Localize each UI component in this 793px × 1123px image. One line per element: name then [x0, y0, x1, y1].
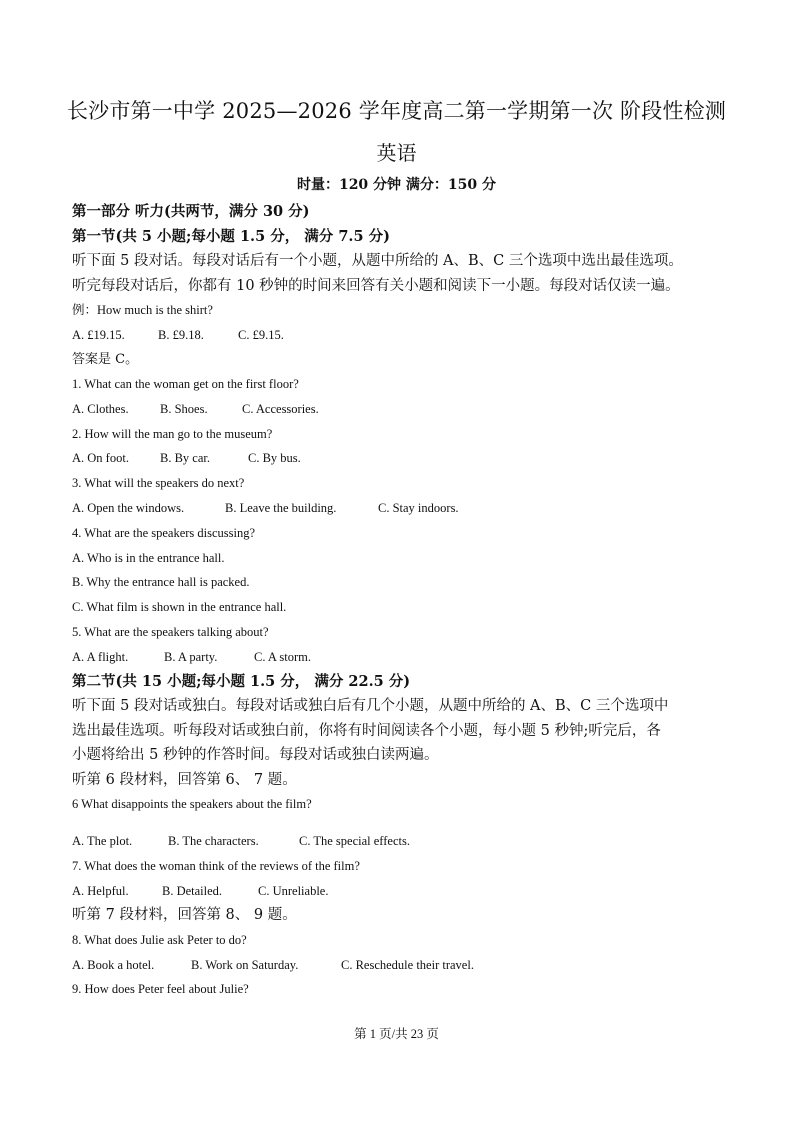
q6-option-c: C. The special effects. — [299, 833, 410, 848]
question-1: 1. What can the woman get on the first floor? — [72, 377, 299, 392]
example-options — [72, 323, 732, 348]
section2-instruction-1: 听下面 5 段对话或独白。每段对话或独白后有几个小题，从题中所给的 A、B、C 三个选项中 — [72, 698, 669, 715]
q8-option-c: C. Reschedule their travel. — [341, 957, 474, 972]
q6-option-a: A. The plot. — [72, 833, 133, 848]
part1-title: 第一部分 听力(共两节，满分 30 分) — [72, 203, 310, 220]
q3-option-c: C. Stay indoors. — [378, 501, 459, 516]
question-8-options — [72, 953, 732, 978]
section1-instruction-1: 听下面 5 段对话。每段对话后有一个小题，从题中所给的 A、B、C 三个选项中选出最佳选项。 — [72, 253, 683, 269]
q3-option-b: B. Leave the building. — [225, 501, 337, 516]
q7-option-c: C. Unreliable. — [258, 883, 329, 898]
example-answer: 答案是 C。 — [72, 351, 139, 367]
q8-option-a: A. Book a hotel. — [72, 957, 155, 972]
example-option-a: A. £19.15. — [72, 327, 125, 342]
q3-option-a: A. Open the windows. — [72, 501, 185, 516]
question-2-options — [72, 446, 732, 471]
question-9: 9. How does Peter feel about Julie? — [72, 982, 249, 997]
exam-meta: 时量：120 分钟 满分：150 分 — [296, 177, 497, 193]
section2-title: 第二节(共 15 小题;每小题 1.5 分， 满分 22.5 分) — [72, 672, 411, 690]
section2-instruction-2: 选出最佳选项。听每段对话或独白前，你将有时间阅读各个小题，每小题 5 秒钟;听完后，各 — [72, 722, 661, 739]
q2-option-b: B. By car. — [160, 451, 210, 466]
material-7-heading: 听第 7 段材料，回答第 8、 9 题。 — [72, 907, 297, 924]
q8-option-b: B. Work on Saturday. — [191, 957, 299, 972]
example-question: 例：How much is the shirt? — [72, 303, 213, 317]
exam-title: 长沙市第一中学 2025—2026 学年度高二第一学期第一次 阶段性检测 — [66, 99, 727, 123]
example-option-c: C. £9.15. — [238, 327, 284, 342]
q2-option-a: A. On foot. — [72, 451, 129, 466]
section1-title: 第一节(共 5 小题;每小题 1.5 分， 满分 7.5 分) — [72, 227, 390, 245]
question-4: 4. What are the speakers discussing? — [72, 525, 256, 540]
example-option-b: B. £9.18. — [158, 327, 204, 342]
question-3-options — [72, 496, 732, 521]
q4-option-c: C. What film is shown in the entrance hall. — [72, 600, 287, 615]
q7-option-b: B. Detailed. — [162, 883, 223, 898]
question-6-options — [72, 829, 732, 854]
question-5-options — [72, 645, 732, 670]
q1-option-b: B. Shoes. — [160, 401, 208, 416]
question-3: 3. What will the speakers do next? — [72, 476, 245, 491]
q5-option-a: A. A flight. — [72, 649, 129, 664]
question-2: 2. How will the man go to the museum? — [72, 426, 273, 441]
section2-instruction-3: 小题将给出 5 秒钟的作答时间。每段对话或独白读两遍。 — [72, 747, 439, 764]
section1-instruction-2: 听完每段对话后，你都有 10 秒钟的时间来回答有关小题和阅读下一小题。每段对话仅读一遍。 — [72, 277, 680, 294]
question-8: 8. What does Julie ask Peter to do? — [72, 932, 247, 947]
q4-option-b: B. Why the entrance hall is packed. — [72, 575, 250, 590]
question-6: 6 What disappoints the speakers about the film? — [72, 797, 312, 812]
question-7-options — [72, 879, 732, 904]
q5-option-c: C. A storm. — [254, 649, 311, 664]
spacer — [72, 817, 732, 829]
exam-subject: 英语 — [376, 141, 417, 165]
q1-option-c: C. Accessories. — [242, 401, 319, 416]
q4-option-a: A. Who is in the entrance hall. — [72, 550, 225, 565]
material-6-heading: 听第 6 段材料，回答第 6、 7 题。 — [72, 771, 297, 788]
q6-option-b: B. The characters. — [168, 833, 259, 848]
q5-option-b: B. A party. — [164, 649, 218, 664]
question-5: 5. What are the speakers talking about? — [72, 625, 269, 640]
q7-option-a: A. Helpful. — [72, 883, 129, 898]
exam-content — [72, 200, 732, 1002]
q1-option-a: A. Clothes. — [72, 401, 129, 416]
question-1-options — [72, 397, 732, 422]
q2-option-c: C. By bus. — [248, 451, 301, 466]
page-footer: 第 1 页/共 23 页 — [354, 1027, 439, 1041]
question-7: 7. What does the woman think of the reviews of the film? — [72, 858, 360, 873]
